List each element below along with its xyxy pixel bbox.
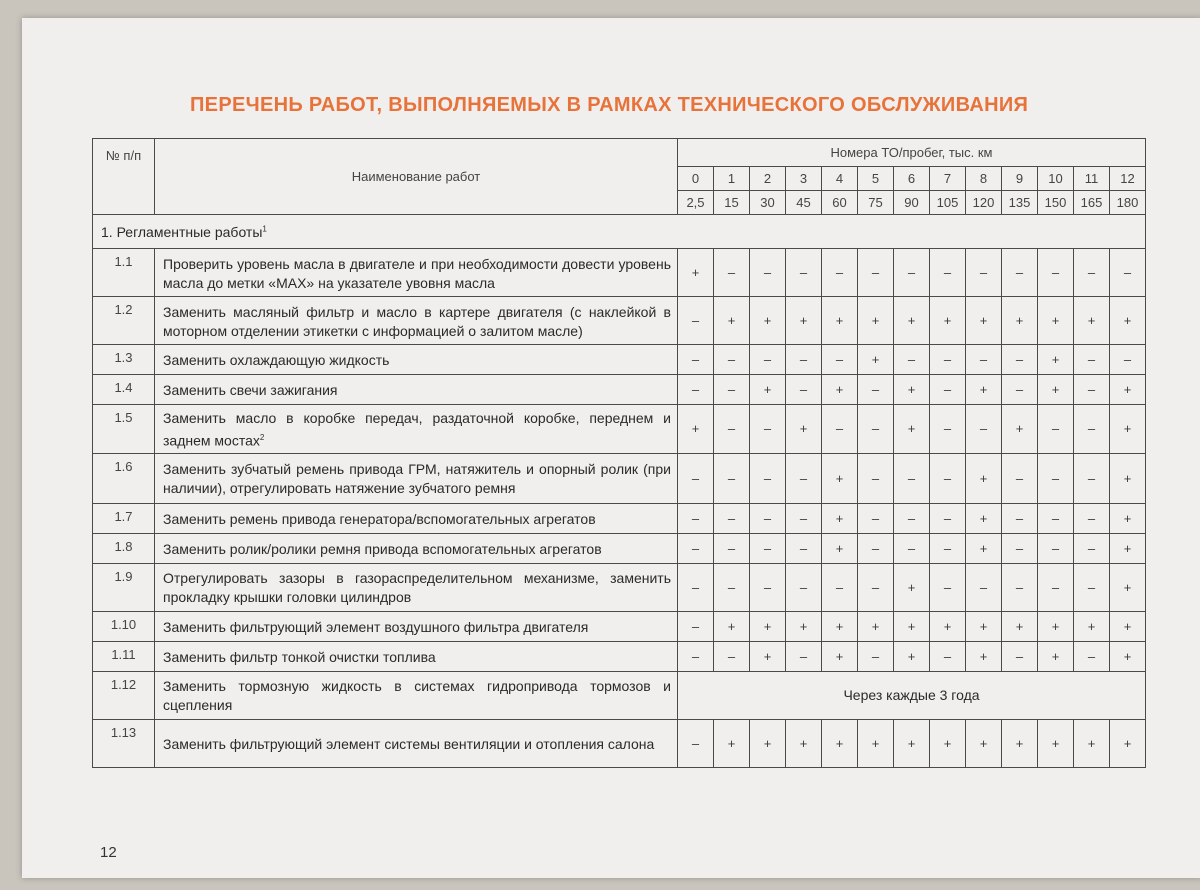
table-row (93, 719, 1146, 767)
mark-plus: + (894, 563, 930, 611)
manual-page (22, 18, 1200, 878)
mark-dash: – (1038, 533, 1074, 563)
mark-dash: – (1002, 249, 1038, 297)
to-number-cell: 8 (966, 167, 1002, 191)
mark-plus: + (750, 297, 786, 345)
mark-dash: – (786, 503, 822, 533)
num-header-label: № п/п (105, 148, 142, 163)
mark-dash: – (822, 405, 858, 454)
mark-plus: + (1038, 611, 1074, 641)
mark-plus: + (1002, 297, 1038, 345)
mark-dash: – (930, 375, 966, 405)
table-row (93, 611, 1146, 641)
mark-dash: – (930, 563, 966, 611)
work-footnote: 2 (259, 433, 265, 442)
mark-dash: – (678, 533, 714, 563)
mark-plus: + (894, 297, 930, 345)
mark-plus: + (1110, 375, 1146, 405)
mark-plus: + (966, 297, 1002, 345)
mark-plus: + (822, 533, 858, 563)
mark-dash: – (894, 453, 930, 503)
mark-plus: + (714, 611, 750, 641)
work-name (155, 453, 678, 503)
name-header (155, 139, 678, 215)
mileage-cell: 150 (1038, 191, 1074, 215)
mark-plus: + (750, 641, 786, 671)
mark-dash: – (714, 375, 750, 405)
mileage-cell: 165 (1074, 191, 1110, 215)
mark-dash: – (930, 345, 966, 375)
mark-dash: – (714, 503, 750, 533)
to-number-cell: 4 (822, 167, 858, 191)
mark-dash: – (1074, 345, 1110, 375)
mark-plus: + (822, 453, 858, 503)
work-name (155, 345, 678, 375)
mark-plus: + (786, 405, 822, 454)
work-name-text: Заменить ролик/ролики ремня привода вспомогательных агрегатов (163, 540, 602, 557)
to-group-header (678, 139, 1146, 167)
to-number-cell: 3 (786, 167, 822, 191)
row-number: 1.8 (93, 533, 155, 563)
mark-dash: – (714, 641, 750, 671)
work-name-text: Заменить ремень привода генератора/вспомогательных агрегатов (163, 510, 596, 527)
mark-dash: – (714, 453, 750, 503)
work-name (155, 611, 678, 641)
row-number: 1.1 (93, 249, 155, 297)
mark-dash: – (750, 405, 786, 454)
mark-plus: + (1110, 297, 1146, 345)
mileage-cell: 120 (966, 191, 1002, 215)
work-name (155, 249, 678, 297)
mark-plus: + (966, 503, 1002, 533)
mark-plus: + (714, 719, 750, 767)
mark-dash: – (714, 405, 750, 454)
mark-dash: – (858, 503, 894, 533)
row-number: 1.12 (93, 671, 155, 719)
row-number: 1.10 (93, 611, 155, 641)
mark-dash: – (1038, 249, 1074, 297)
mark-dash: – (678, 563, 714, 611)
mark-dash: – (678, 375, 714, 405)
mark-dash: – (678, 297, 714, 345)
mark-dash: – (1074, 453, 1110, 503)
mileage-cell: 180 (1110, 191, 1146, 215)
work-name (155, 641, 678, 671)
mark-dash: – (966, 249, 1002, 297)
mark-dash: – (678, 345, 714, 375)
mark-dash: – (1038, 503, 1074, 533)
row-number: 1.2 (93, 297, 155, 345)
work-name-text: Заменить свечи зажигания (163, 382, 338, 398)
mark-dash: – (1074, 249, 1110, 297)
work-name (155, 297, 678, 345)
mark-dash: – (1110, 345, 1146, 375)
mark-dash: – (858, 641, 894, 671)
mark-dash: – (678, 503, 714, 533)
mark-plus: + (822, 641, 858, 671)
mark-dash: – (858, 405, 894, 454)
mark-plus: + (1110, 641, 1146, 671)
mark-dash: – (822, 563, 858, 611)
mark-dash: – (750, 533, 786, 563)
mark-plus: + (966, 719, 1002, 767)
mark-dash: – (678, 641, 714, 671)
interval-note: Через каждые 3 года (678, 671, 1146, 719)
mark-plus: + (966, 533, 1002, 563)
mark-plus: + (930, 297, 966, 345)
mark-plus: + (858, 719, 894, 767)
mark-plus: + (894, 719, 930, 767)
work-name-text: Проверить уровень масла в двигателе и при необходимости довести уровень масла до метки «MAX» на указателе увовня масла (163, 255, 671, 291)
mark-plus: + (1110, 611, 1146, 641)
mark-dash: – (1074, 563, 1110, 611)
mileage-cell: 135 (1002, 191, 1038, 215)
table-row (93, 533, 1146, 563)
row-number: 1.9 (93, 563, 155, 611)
mark-plus: + (822, 297, 858, 345)
mark-plus: + (858, 611, 894, 641)
mark-dash: – (1074, 375, 1110, 405)
mark-plus: + (894, 611, 930, 641)
mark-dash: – (930, 405, 966, 454)
mark-plus: + (930, 611, 966, 641)
mark-dash: – (1038, 563, 1074, 611)
work-name-text: Отрегулировать зазоры в газораспределительном механизме, заменить прокладку крышки головки цилиндров (163, 570, 671, 606)
mark-dash: – (786, 563, 822, 611)
to-number-cell: 0 (678, 167, 714, 191)
table-row (93, 503, 1146, 533)
to-group-label: Номера ТО/пробег, тыс. км (830, 145, 993, 160)
mileage-cell: 15 (714, 191, 750, 215)
mark-dash: – (930, 249, 966, 297)
mark-plus: + (1110, 563, 1146, 611)
mileage-cell: 30 (750, 191, 786, 215)
to-number-cell: 6 (894, 167, 930, 191)
section-title (93, 215, 1146, 249)
row-number: 1.5 (93, 405, 155, 454)
mark-dash: – (786, 533, 822, 563)
mark-plus: + (966, 375, 1002, 405)
mark-dash: – (1074, 641, 1110, 671)
work-name-text: Заменить масло в коробке передач, раздаточной коробке, переднем и заднем мостах (163, 410, 671, 449)
table-row (93, 405, 1146, 454)
table-row (93, 641, 1146, 671)
table-row (93, 375, 1146, 405)
mark-dash: – (858, 453, 894, 503)
mark-plus: + (786, 719, 822, 767)
mark-plus: + (822, 719, 858, 767)
mark-plus: + (966, 453, 1002, 503)
row-number: 1.3 (93, 345, 155, 375)
mark-dash: – (678, 611, 714, 641)
mark-plus: + (1002, 719, 1038, 767)
mark-dash: – (822, 345, 858, 375)
mark-dash: – (894, 345, 930, 375)
mark-plus: + (786, 297, 822, 345)
mark-plus: + (1110, 533, 1146, 563)
mark-plus: + (1038, 375, 1074, 405)
mark-plus: + (750, 611, 786, 641)
mark-plus: + (930, 719, 966, 767)
mark-dash: – (750, 503, 786, 533)
mark-dash: – (1038, 405, 1074, 454)
to-number-cell: 9 (1002, 167, 1038, 191)
mark-dash: – (750, 563, 786, 611)
mark-dash: – (714, 249, 750, 297)
mark-plus: + (822, 503, 858, 533)
to-number-cell: 12 (1110, 167, 1146, 191)
mark-dash: – (750, 345, 786, 375)
page-title: ПЕРЕЧЕНЬ РАБОТ, ВЫПОЛНЯЕМЫХ В РАМКАХ ТЕХНИЧЕСКОГО ОБСЛУЖИВАНИЯ (190, 94, 1029, 116)
mark-plus: + (966, 611, 1002, 641)
mileage-cell: 105 (930, 191, 966, 215)
work-name (155, 533, 678, 563)
mark-dash: – (1002, 641, 1038, 671)
mark-dash: – (894, 249, 930, 297)
to-number-cell: 7 (930, 167, 966, 191)
mark-dash: – (1074, 405, 1110, 454)
mark-plus: + (1110, 503, 1146, 533)
mark-plus: + (1074, 611, 1110, 641)
mark-dash: – (930, 503, 966, 533)
mark-dash: – (714, 533, 750, 563)
mark-plus: + (822, 611, 858, 641)
mark-dash: – (966, 345, 1002, 375)
mileage-cell: 60 (822, 191, 858, 215)
mark-plus: + (1038, 719, 1074, 767)
to-number-cell: 11 (1074, 167, 1110, 191)
mileage-cell: 90 (894, 191, 930, 215)
mark-dash: – (1002, 453, 1038, 503)
work-name-text: Заменить фильтр тонкой очистки топлива (163, 648, 436, 665)
mark-dash: – (1002, 563, 1038, 611)
mark-plus: + (894, 405, 930, 454)
mark-plus: + (1110, 453, 1146, 503)
mark-plus: + (858, 297, 894, 345)
mark-dash: – (930, 533, 966, 563)
mark-plus: + (1074, 297, 1110, 345)
mark-dash: – (1074, 533, 1110, 563)
mark-plus: + (678, 405, 714, 454)
work-name-text: Заменить масляный фильтр и масло в картере двигателя (с наклейкой в моторном отделении этикетки с информацией о залитом масле) (163, 303, 671, 339)
mark-plus: + (858, 345, 894, 375)
work-name (155, 503, 678, 533)
name-header-label: Наименование работ (351, 169, 481, 184)
work-name-text: Заменить охлаждающую жидкость (163, 352, 390, 368)
table-row (93, 563, 1146, 611)
row-number: 1.11 (93, 641, 155, 671)
mark-dash: – (786, 453, 822, 503)
mark-dash: – (678, 453, 714, 503)
mark-plus: + (1038, 345, 1074, 375)
work-name (155, 719, 678, 767)
maintenance-table (92, 138, 1146, 768)
mark-dash: – (1110, 249, 1146, 297)
mark-dash: – (858, 533, 894, 563)
to-number-cell: 10 (1038, 167, 1074, 191)
section-label: 1. Регламентные работы (101, 223, 263, 240)
row-number: 1.6 (93, 453, 155, 503)
mark-dash: – (858, 249, 894, 297)
mark-plus: + (678, 249, 714, 297)
mark-plus: + (786, 611, 822, 641)
mark-dash: – (1074, 503, 1110, 533)
mark-plus: + (1002, 611, 1038, 641)
work-name (155, 563, 678, 611)
mark-plus: + (894, 641, 930, 671)
to-number-cell: 5 (858, 167, 894, 191)
mark-dash: – (678, 719, 714, 767)
table-row (93, 671, 1146, 719)
mark-dash: – (858, 563, 894, 611)
mark-dash: – (1038, 453, 1074, 503)
row-number: 1.13 (93, 719, 155, 767)
mark-dash: – (786, 641, 822, 671)
page-number: 12 (100, 844, 117, 861)
num-header (93, 139, 155, 215)
mark-dash: – (786, 375, 822, 405)
mileage-cell: 2,5 (678, 191, 714, 215)
table-row (93, 453, 1146, 503)
mark-dash: – (750, 453, 786, 503)
work-name (155, 375, 678, 405)
mark-dash: – (1002, 375, 1038, 405)
mark-plus: + (1002, 405, 1038, 454)
mark-dash: – (930, 453, 966, 503)
mark-plus: + (894, 375, 930, 405)
section-footnote: 1 (262, 223, 267, 233)
mark-plus: + (1038, 297, 1074, 345)
mark-dash: – (858, 375, 894, 405)
work-name-text: Заменить тормозную жидкость в системах гидропривода тормозов и сцепления (163, 678, 671, 714)
mark-plus: + (1038, 641, 1074, 671)
work-name-text: Заменить фильтрующий элемент воздушного фильтра двигателя (163, 618, 589, 635)
section-row (93, 215, 1146, 249)
mark-dash: – (786, 249, 822, 297)
table-row (93, 297, 1146, 345)
mark-dash: – (1002, 503, 1038, 533)
mileage-cell: 45 (786, 191, 822, 215)
mark-dash: – (894, 503, 930, 533)
work-name-text: Заменить зубчатый ремень привода ГРМ, натяжитель и опорный ролик (при наличии), отрегулировать натяжение зубчатого ремня (163, 461, 671, 497)
work-name (155, 671, 678, 719)
mark-dash: – (714, 563, 750, 611)
to-number-cell: 1 (714, 167, 750, 191)
mark-dash: – (1002, 345, 1038, 375)
table-row (93, 345, 1146, 375)
mileage-cell: 75 (858, 191, 894, 215)
mark-plus: + (1110, 405, 1146, 454)
mark-dash: – (822, 249, 858, 297)
mark-dash: – (966, 405, 1002, 454)
mark-dash: – (714, 345, 750, 375)
mark-plus: + (1110, 719, 1146, 767)
mark-plus: + (714, 297, 750, 345)
mark-plus: + (966, 641, 1002, 671)
table-row (93, 249, 1146, 297)
work-name (155, 405, 678, 454)
mark-dash: – (750, 249, 786, 297)
mark-dash: – (930, 641, 966, 671)
row-number: 1.7 (93, 503, 155, 533)
mark-dash: – (894, 533, 930, 563)
mark-plus: + (1074, 719, 1110, 767)
work-name-text: Заменить фильтрующий элемент системы вентиляции и отопления салона (163, 735, 655, 752)
row-number: 1.4 (93, 375, 155, 405)
mark-dash: – (1002, 533, 1038, 563)
mark-dash: – (966, 563, 1002, 611)
to-number-cell: 2 (750, 167, 786, 191)
mark-dash: – (786, 345, 822, 375)
mark-plus: + (750, 719, 786, 767)
mark-plus: + (750, 375, 786, 405)
mark-plus: + (822, 375, 858, 405)
